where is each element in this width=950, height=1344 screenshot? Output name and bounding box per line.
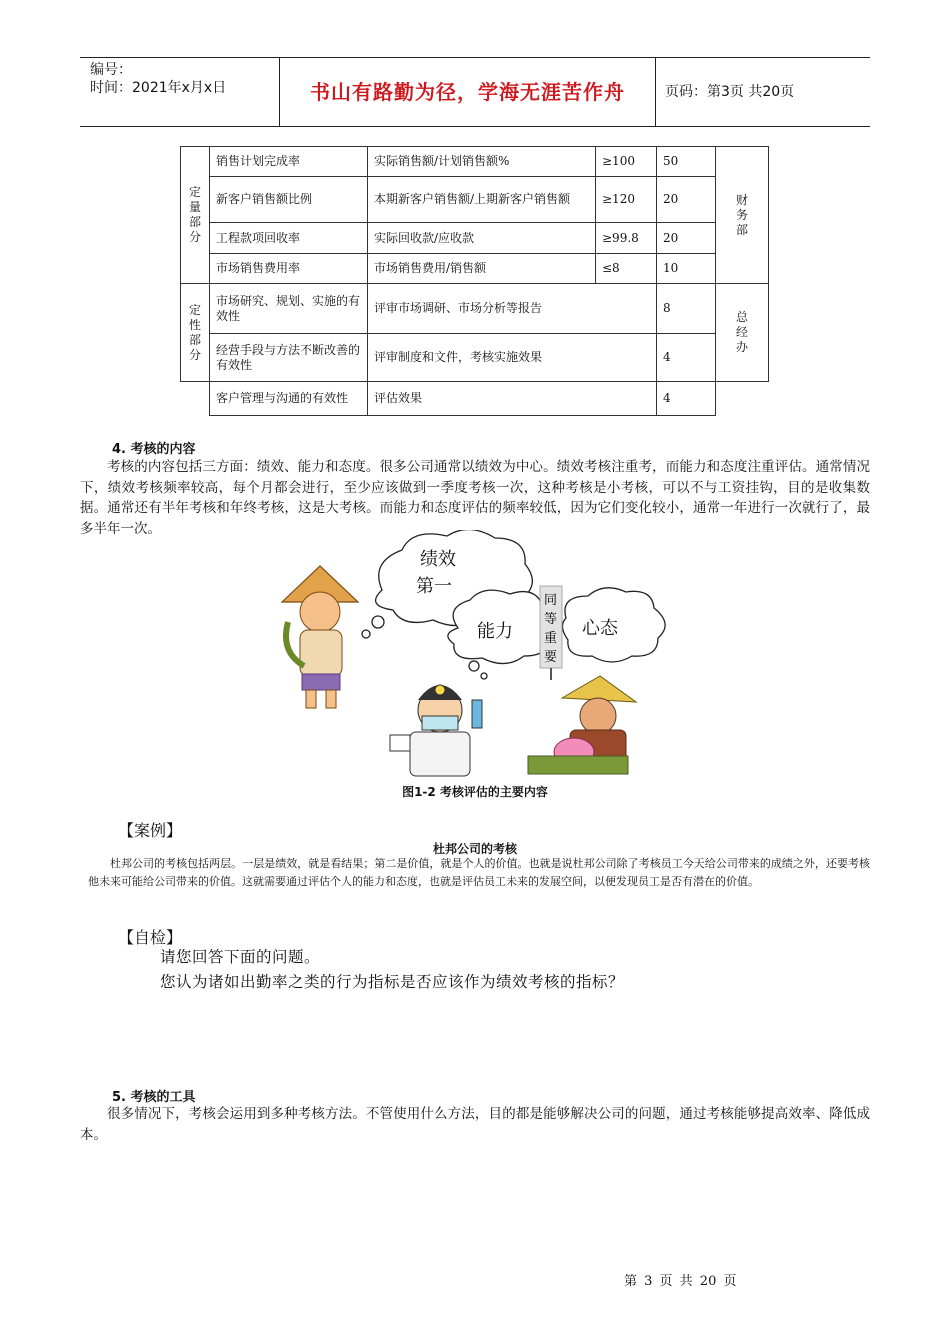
page-footer: 第 3 页 共 20 页 <box>624 1274 737 1289</box>
indicator-formula: 本期新客户销售额/上期新客户销售额 <box>368 177 596 223</box>
qual-section-label: 定 性 部 分 <box>181 284 210 382</box>
svg-text:同: 同 <box>544 593 558 608</box>
elder-illustration <box>528 676 636 774</box>
selfcheck-label: 【自检】 <box>118 928 183 947</box>
indicator-name: 市场销售费用率 <box>210 254 368 284</box>
bubble-text-line1: 绩效 <box>420 549 456 570</box>
table-row <box>181 254 769 284</box>
bubble-text-attitude: 心态 <box>582 618 618 639</box>
indicator-target: ≥100 <box>596 147 657 177</box>
header-page-info: 页码：第3页 共20页 <box>665 84 795 100</box>
svg-text:等: 等 <box>544 612 558 627</box>
selfcheck-question: 您认为诸如出勤率之类的行为指标是否应该作为绩效考核的指标？ <box>160 973 625 991</box>
farmer-illustration <box>282 566 358 708</box>
indicator-name: 工程款项回收率 <box>210 223 368 254</box>
indicator-name: 市场研究、规划、实施的有效性 <box>210 284 368 334</box>
kpi-table <box>180 146 769 416</box>
table-row <box>181 147 769 177</box>
doc-time-label: 时间：2021年x月x日 <box>90 80 227 96</box>
case-title: 杜邦公司的考核 <box>432 842 517 856</box>
doc-number-label: 编号： <box>90 62 132 78</box>
dept-finance: 财 务 部 <box>716 147 769 284</box>
equal-importance-sign <box>540 586 562 680</box>
indicator-target: ≥120 <box>596 177 657 223</box>
page-header <box>80 57 870 127</box>
indicator-formula: 评估效果 <box>368 382 657 416</box>
thought-bubble-attitude <box>562 588 665 662</box>
bubble-text-ability: 能力 <box>477 621 513 642</box>
table-row <box>181 382 769 416</box>
bubble-text-line2: 第一 <box>416 576 452 597</box>
indicator-name: 客户管理与沟通的有效性 <box>210 382 368 416</box>
indicator-name: 销售计划完成率 <box>210 147 368 177</box>
indicator-formula: 评审市场调研、市场分析等报告 <box>368 284 657 334</box>
figure-caption: 图1-2 考核评估的主要内容 <box>402 785 548 799</box>
header-meta <box>80 58 280 126</box>
header-motto: 书山有路勤为径，学海无涯苦作舟 <box>280 58 656 126</box>
svg-text:重: 重 <box>544 631 558 646</box>
indicator-score: 20 <box>657 223 716 254</box>
section4-body: 考核的内容包括三方面：绩效、能力和态度。很多公司通常以绩效为中心。绩效考核注重考，而能力和态度注重评估。通常情况下，绩效考核频率较高，每个月都会进行，至少应该做到一季度考核一次，这种考核是小考核，可以不与工资挂钩，目的是收集数据。通常还有半年考核和年终考核，这是大考核。而能力和态度评估的频率较低，因为它们变化较小，通常一年进行一次就行了，最多半年一次。 <box>80 459 870 537</box>
dept-gm-office: 总 经 办 <box>716 284 769 382</box>
indicator-formula: 实际回收款/应收款 <box>368 223 596 254</box>
indicator-score: 20 <box>657 177 716 223</box>
indicator-formula: 市场销售费用/销售额 <box>368 254 596 284</box>
section5-heading: 5. 考核的工具 <box>112 1090 196 1105</box>
table-row <box>181 284 769 334</box>
table-row <box>181 223 769 254</box>
indicator-score: 4 <box>657 334 716 382</box>
indicator-name: 经营手段与方法不断改善的有效性 <box>210 334 368 382</box>
table-row <box>181 334 769 382</box>
selfcheck-line1: 请您回答下面的问题。 <box>160 948 321 966</box>
table-row <box>181 177 769 223</box>
doctor-illustration <box>390 685 482 776</box>
indicator-score: 4 <box>657 382 716 416</box>
section5-body: 很多情况下，考核会运用到多种考核方法。不管使用什么方法，目的都是能够解决公司的问题，通过考核能够提高效率、降低成本。 <box>80 1106 870 1143</box>
indicator-score: 8 <box>657 284 716 334</box>
indicator-score: 50 <box>657 147 716 177</box>
assessment-figure <box>270 530 680 780</box>
quant-section-label: 定 量 部 分 <box>181 147 210 284</box>
indicator-target: ≤8 <box>596 254 657 284</box>
case-body: 杜邦公司的考核包括两层。一层是绩效，就是看结果；第二是价值，就是个人的价值。也就是说杜邦公司除了考核员工今天给公司带来的成绩之外，还要考核他未来可能给公司带来的价值。这就需要通过评估个人的能力和态度，也就是评估员工未来的发展空间，以便发现员工是否有潜在的价值。 <box>88 857 870 888</box>
indicator-target: ≥99.8 <box>596 223 657 254</box>
indicator-name: 新客户销售额比例 <box>210 177 368 223</box>
case-label: 【案例】 <box>118 821 183 840</box>
svg-text:要: 要 <box>544 650 558 665</box>
section4-heading: 4. 考核的内容 <box>112 442 196 457</box>
indicator-score: 10 <box>657 254 716 284</box>
indicator-formula: 评审制度和文件，考核实施效果 <box>368 334 657 382</box>
indicator-formula: 实际销售额/计划销售额% <box>368 147 596 177</box>
thought-bubble-ability <box>448 590 554 679</box>
